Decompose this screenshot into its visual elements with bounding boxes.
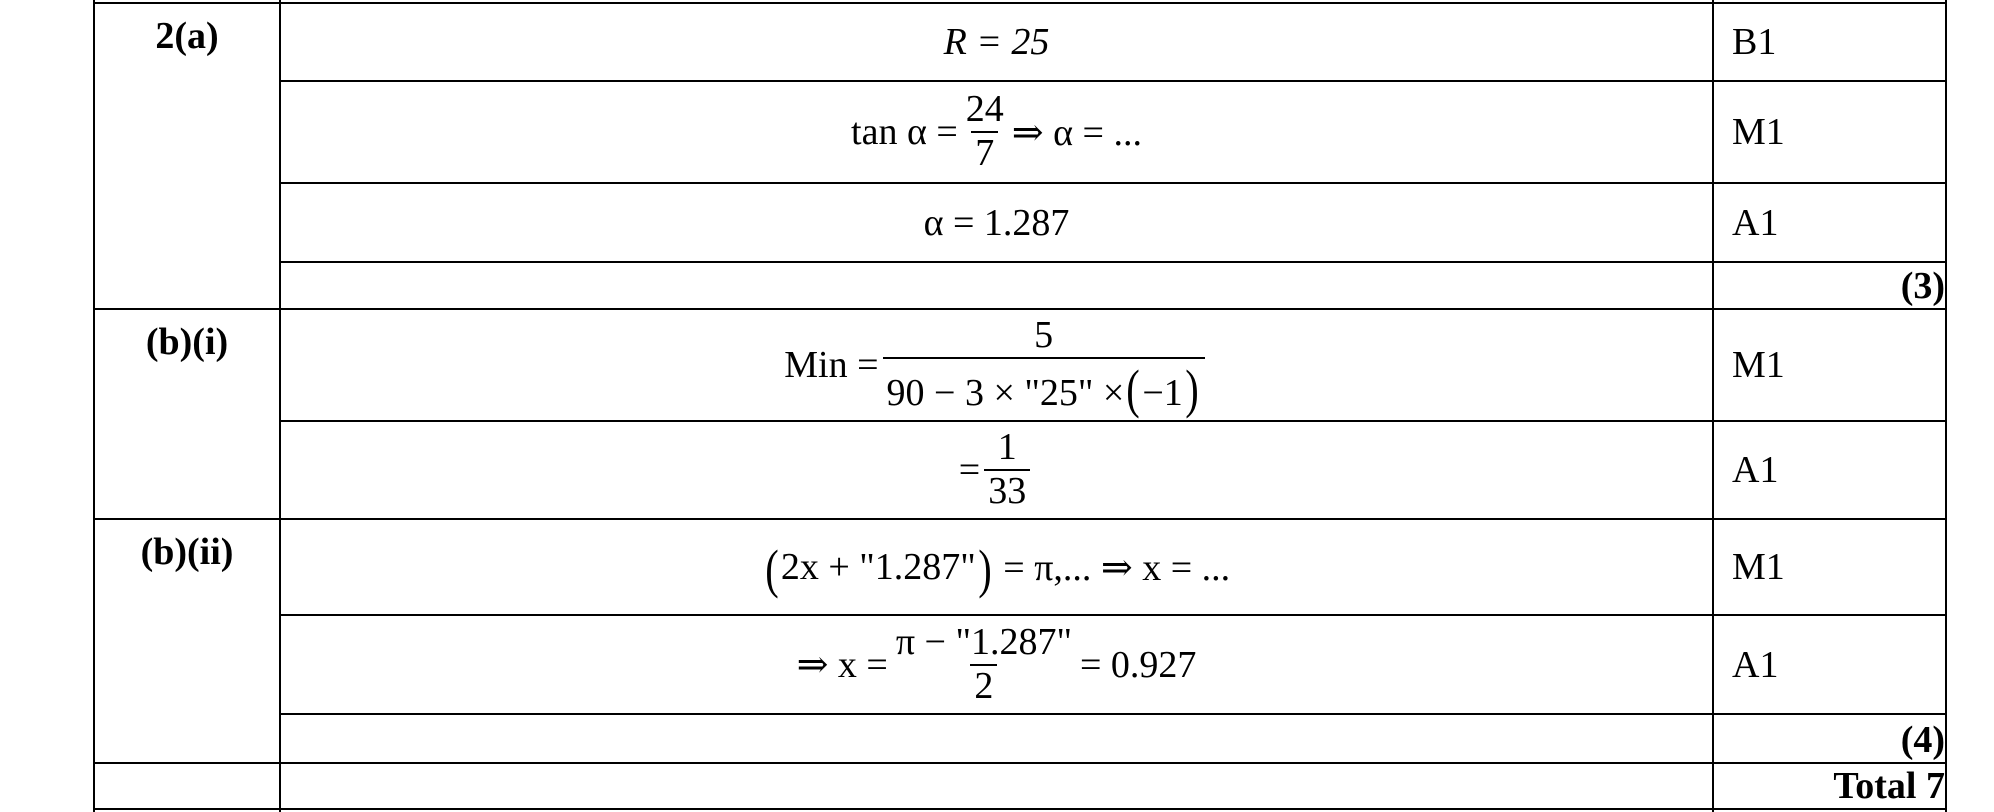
fraction <box>984 428 1030 512</box>
mark-code: M1 <box>1732 546 1785 588</box>
fraction <box>883 314 1205 419</box>
working-text: ⇒ x = <box>796 644 888 686</box>
question-label: 2(a) <box>155 15 219 57</box>
mark-code: M1 <box>1732 111 1785 153</box>
subtotal: (3) <box>1900 265 1945 307</box>
working-line <box>281 422 1712 518</box>
working-text: −1 <box>1142 371 1183 414</box>
fraction-numerator: 5 <box>1034 314 1054 357</box>
fraction-denominator: 2 <box>970 664 997 707</box>
question-label: (b)(ii) <box>140 531 234 573</box>
working-text: ⇒ α = ... <box>1011 111 1142 154</box>
working-line <box>281 82 1712 182</box>
subtotal: (4) <box>1900 719 1945 761</box>
row-divider <box>93 762 1947 764</box>
mark-code: A1 <box>1732 201 1779 244</box>
row-divider <box>279 713 1947 715</box>
working-text: tan α = <box>851 111 958 153</box>
working-text: = <box>958 449 981 491</box>
working-text: α = 1.287 <box>923 201 1070 244</box>
working-text: R = 25 <box>943 21 1050 63</box>
total: Total 7 <box>1833 765 1945 807</box>
fraction <box>892 620 1076 707</box>
fraction <box>962 90 1008 174</box>
mark-code: B1 <box>1732 21 1777 63</box>
working-text: 2x + "1.287" <box>780 546 976 588</box>
mark-code: A1 <box>1732 643 1779 686</box>
working-line <box>281 616 1712 713</box>
working-line <box>281 4 1712 80</box>
table-border-left <box>93 0 95 812</box>
fraction-numerator: π − "1.287" <box>895 620 1072 663</box>
fraction-numerator: 24 <box>965 88 1004 131</box>
mark-code: A1 <box>1732 449 1779 491</box>
working-line <box>281 184 1712 261</box>
working-line <box>281 520 1712 614</box>
working-line <box>281 310 1712 420</box>
fraction-numerator: 1 <box>997 426 1017 469</box>
row-divider <box>93 808 1947 810</box>
mark-code: M1 <box>1732 344 1785 386</box>
working-text: = π,... ⇒ x = ... <box>1003 546 1231 589</box>
paren-open: ( <box>1126 358 1141 419</box>
paren-close: ) <box>1185 358 1199 419</box>
working-text: 90 − 3 × "25" × <box>886 371 1125 414</box>
fraction-denominator <box>883 357 1205 419</box>
row-divider <box>279 261 1947 263</box>
fraction-denominator: 7 <box>971 131 998 174</box>
question-label: (b)(i) <box>145 321 229 363</box>
working-text: = 0.927 <box>1079 643 1197 686</box>
paren-open: ( <box>765 539 779 599</box>
paren-close: ) <box>978 539 992 599</box>
working-text: Min = <box>784 344 879 386</box>
fraction-denominator: 33 <box>984 469 1030 512</box>
